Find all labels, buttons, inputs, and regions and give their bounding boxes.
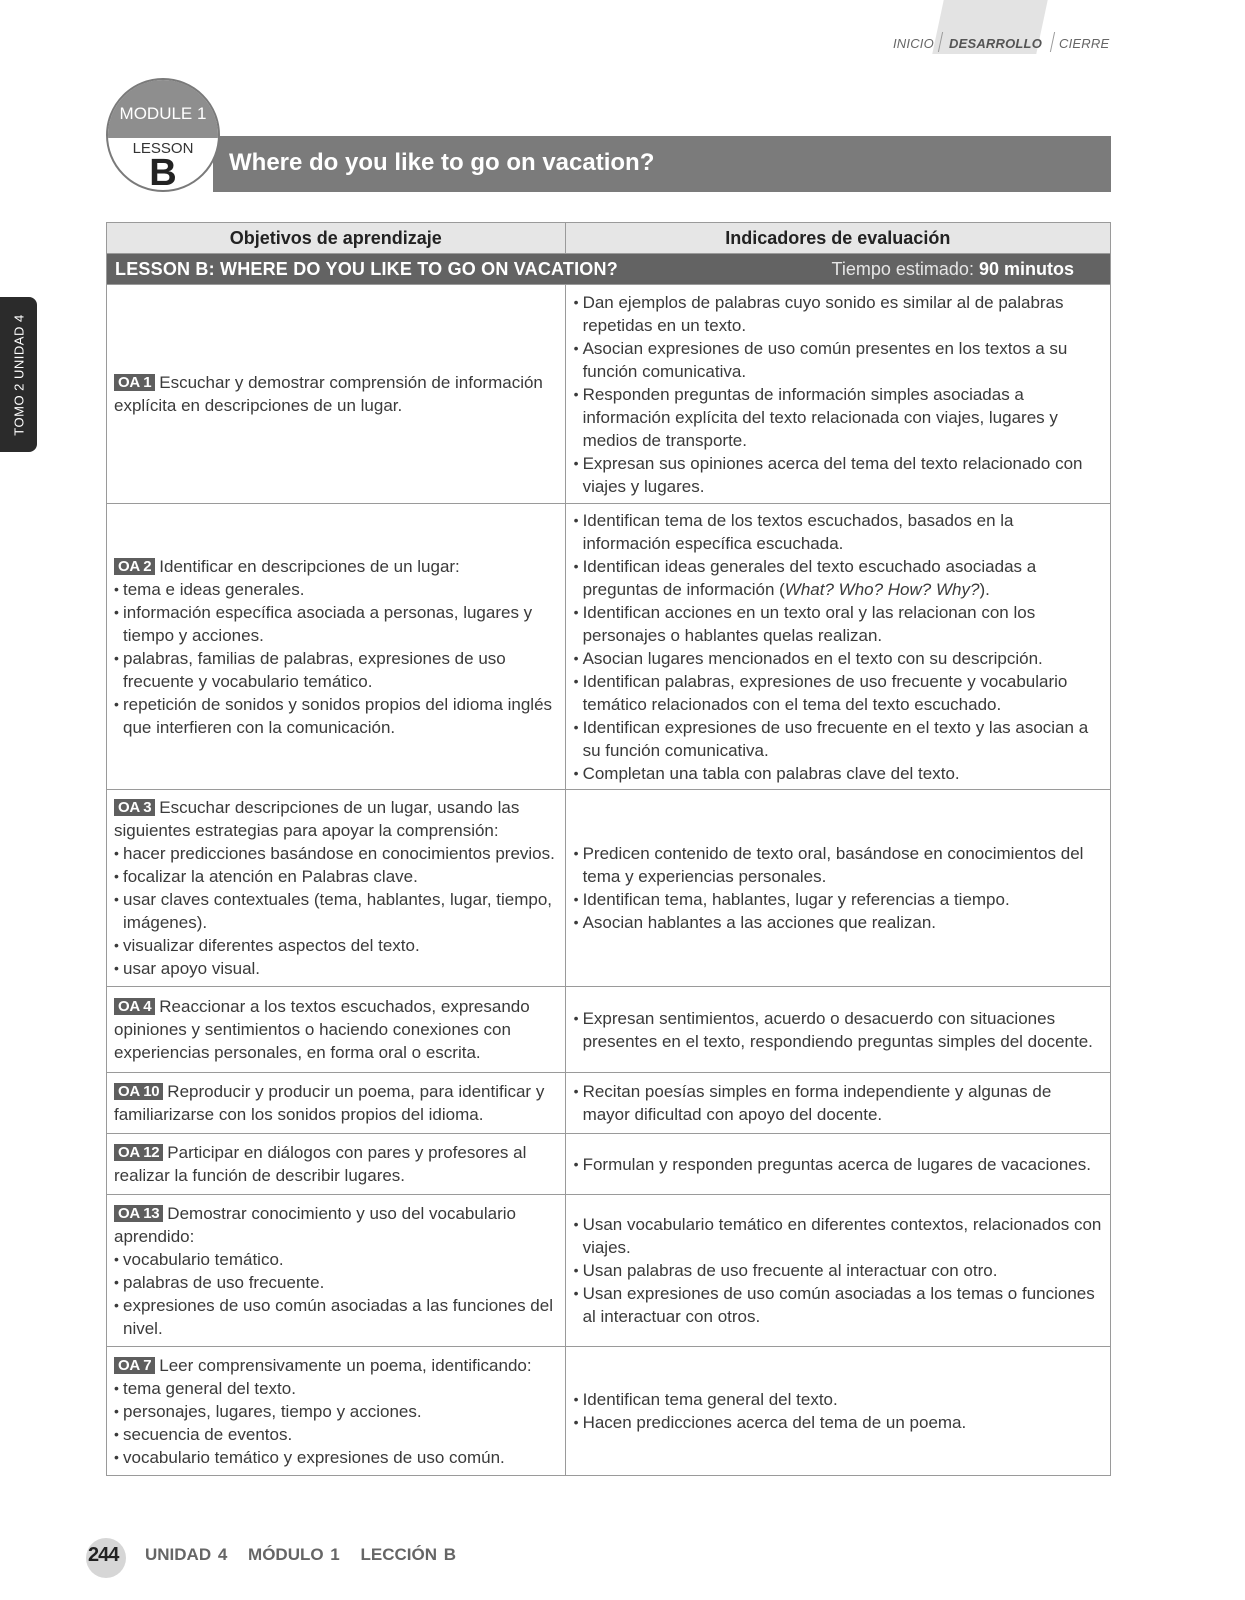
objective-text: Participar en diálogos con pares y profesores al realizar la función de describir lugares. <box>114 1143 527 1185</box>
nav-divider <box>1050 32 1055 52</box>
indicator-bullets <box>574 1388 1102 1434</box>
objective-cell <box>107 1347 566 1476</box>
oa-code-badge: OA 10 <box>114 1083 163 1100</box>
table-row <box>107 1073 1111 1134</box>
objective-cell <box>107 1195 566 1347</box>
page-number: 244 <box>88 1544 119 1566</box>
objective-text: Leer comprensivamente un poema, identificando: <box>159 1355 532 1375</box>
objective-bullet: • información específica asociada a personas, lugares y tiempo y acciones. <box>114 601 558 647</box>
indicator-cell <box>565 790 1110 987</box>
table-row <box>107 504 1111 790</box>
objective-bullet: • visualizar diferentes aspectos del texto. <box>114 934 558 957</box>
indicator-bullets <box>574 1080 1102 1126</box>
indicator-bullet: • Usan vocabulario temático en diferentes contextos, relacionados con viajes. <box>574 1213 1102 1259</box>
oa-code-badge: OA 1 <box>114 374 155 391</box>
nav-desarrollo: DESARROLLO <box>949 36 1042 51</box>
objective-text: Reaccionar a los textos escuchados, expresando opiniones y sentimientos o haciendo conexiones con experiencias personales, en forma oral o escrita. <box>114 997 530 1062</box>
objective-cell <box>107 987 566 1073</box>
indicator-cell <box>565 1073 1110 1134</box>
lesson-row <box>107 254 1111 285</box>
indicator-bullet: • Asocian lugares mencionados en el texto con su descripción. <box>574 647 1102 670</box>
indicator-bullet: • Formulan y responden preguntas acerca de lugares de vacaciones. <box>574 1153 1102 1176</box>
indicator-bullet: • Identifican palabras, expresiones de uso frecuente y vocabulario temático relacionados con el tema del texto escuchado. <box>574 670 1102 716</box>
badge-letter: B <box>149 152 177 192</box>
indicator-cell <box>565 987 1110 1073</box>
objective-bullet: • tema e ideas generales. <box>114 578 558 601</box>
oa-code-badge: OA 4 <box>114 998 155 1015</box>
indicator-bullet: • Predicen contenido de texto oral, basándose en conocimientos del tema y experiencias personales. <box>574 842 1102 888</box>
objective-bullet: • secuencia de eventos. <box>114 1423 558 1446</box>
nav-cierre: CIERRE <box>1059 36 1110 51</box>
indicator-bullet: • Usan expresiones de uso común asociadas a los temas o funciones al interactuar con otros. <box>574 1282 1102 1328</box>
objective-bullet: • focalizar la atención en Palabras clave. <box>114 865 558 888</box>
footer-modulo: MÓDULO 1 <box>248 1545 340 1564</box>
side-tab-label: TOMO 2 UNIDAD 4 <box>11 313 26 436</box>
lesson-row-cell <box>107 254 1111 285</box>
objective-bullet: • palabras, familias de palabras, expresiones de uso frecuente y vocabulario temático. <box>114 647 558 693</box>
oa-code-badge: OA 7 <box>114 1357 155 1374</box>
indicator-cell <box>565 285 1110 504</box>
objective-cell <box>107 285 566 504</box>
objective-bullet: • vocabulario temático y expresiones de uso común. <box>114 1446 558 1469</box>
table-row <box>107 987 1111 1073</box>
objective-bullet: • expresiones de uso común asociadas a las funciones del nivel. <box>114 1294 558 1340</box>
indicator-bullets <box>574 1153 1102 1176</box>
indicator-bullets <box>574 1007 1102 1053</box>
objective-text: Escuchar descripciones de un lugar, usando las siguientes estrategias para apoyar la comprensión: <box>114 798 520 840</box>
objective-bullet: • palabras de uso frecuente. <box>114 1271 558 1294</box>
indicator-bullet: • Completan una tabla con palabras clave del texto. <box>574 762 1102 785</box>
table-row <box>107 285 1111 504</box>
objective-bullet: • tema general del texto. <box>114 1377 558 1400</box>
lesson-badge <box>106 78 220 192</box>
objective-bullet: • usar claves contextuales (tema, hablantes, lugar, tiempo, imágenes). <box>114 888 558 934</box>
oa-code-badge: OA 12 <box>114 1144 163 1161</box>
side-tab <box>0 297 37 452</box>
indicator-bullet: • Asocian hablantes a las acciones que realizan. <box>574 911 1102 934</box>
indicator-bullet: • Identifican tema, hablantes, lugar y referencias a tiempo. <box>574 888 1102 911</box>
indicator-bullet: • Expresan sentimientos, acuerdo o desacuerdo con situaciones presentes en el texto, respondiendo preguntas simples del docente. <box>574 1007 1102 1053</box>
indicator-bullet: • Expresan sus opiniones acerca del tema del texto relacionado con viajes y lugares. <box>574 452 1102 498</box>
title-bar <box>213 136 1111 192</box>
time-label: Tiempo estimado: <box>831 258 974 279</box>
indicator-bullets <box>574 291 1102 498</box>
indicator-bullet: • Identifican acciones en un texto oral y las relacionan con los personajes o hablantes quelas realizan. <box>574 601 1102 647</box>
badge-lesson: LESSON <box>132 140 194 157</box>
footer-leccion: LECCIÓN B <box>360 1545 456 1564</box>
indicator-bullet: • Recitan poesías simples en forma independiente y algunas de mayor dificultad con apoyo del docente. <box>574 1080 1102 1126</box>
indicator-cell <box>565 504 1110 790</box>
indicator-cell <box>565 1195 1110 1347</box>
nav-inicio: INICIO <box>893 36 934 51</box>
objectives-table <box>106 222 1111 1476</box>
oa-code-badge: OA 2 <box>114 558 155 575</box>
indicator-bullets <box>574 509 1102 785</box>
lesson-name: LESSON B: WHERE DO YOU LIKE TO GO ON VACATION? <box>115 258 618 279</box>
objective-bullet: • hacer predicciones basándose en conocimientos previos. <box>114 842 558 865</box>
indicator-bullet: • Identifican tema general del texto. <box>574 1388 1102 1411</box>
objective-bullets <box>114 842 558 980</box>
objective-text: Identificar en descripciones de un lugar: <box>159 556 460 576</box>
objective-text: Demostrar conocimiento y uso del vocabulario aprendido: <box>114 1203 516 1246</box>
estimated-time <box>832 258 1074 281</box>
objective-bullets <box>114 578 558 739</box>
oa-code-badge: OA 13 <box>114 1205 163 1222</box>
objective-bullet: • repetición de sonidos y sonidos propios del idioma inglés que interfieren con la comunicación. <box>114 693 558 739</box>
column-header-indicadores: Indicadores de evaluación <box>565 223 1110 254</box>
objective-cell <box>107 1134 566 1195</box>
time-value: 90 minutos <box>978 258 1074 279</box>
objective-cell <box>107 1073 566 1134</box>
objective-cell <box>107 504 566 790</box>
column-header-objetivos: Objetivos de aprendizaje <box>107 223 566 254</box>
indicator-cell <box>565 1347 1110 1476</box>
indicator-bullet: • Identifican tema de los textos escuchados, basados en la información específica escuchada. <box>574 509 1102 555</box>
indicator-bullet: • Asocian expresiones de uso común presentes en los textos a su función comunicativa. <box>574 337 1102 383</box>
indicator-bullets <box>574 1213 1102 1328</box>
objective-bullet: • personajes, lugares, tiempo y acciones. <box>114 1400 558 1423</box>
table-row <box>107 1134 1111 1195</box>
badge-module: MODULE 1 <box>119 104 207 123</box>
objective-bullet: • vocabulario temático. <box>114 1248 558 1271</box>
footer-unidad: UNIDAD 4 <box>145 1545 228 1564</box>
indicator-bullet: • Identifican expresiones de uso frecuente en el texto y las asocian a su función comunicativa. <box>574 716 1102 762</box>
indicator-bullets <box>574 842 1102 934</box>
page-title: Where do you like to go on vacation? <box>229 149 655 176</box>
indicator-bullet: • Dan ejemplos de palabras cuyo sonido es similar al de palabras repetidas en un texto. <box>574 291 1102 337</box>
footer-breadcrumb <box>145 1545 470 1565</box>
page-number-badge <box>86 1538 126 1578</box>
table-row <box>107 790 1111 987</box>
table-row <box>107 1195 1111 1347</box>
indicator-bullet: • Usan palabras de uso frecuente al interactuar con otro. <box>574 1259 1102 1282</box>
table-row <box>107 1347 1111 1476</box>
indicator-bullet: • Responden preguntas de información simples asociadas a información explícita del texto relacionada con viajes, lugares y medios de transporte. <box>574 383 1102 452</box>
objective-bullets <box>114 1377 558 1469</box>
indicator-bullet: • Hacen predicciones acerca del tema de un poema. <box>574 1411 1102 1434</box>
section-nav <box>880 0 1120 56</box>
indicator-bullet: • Identifican ideas generales del texto escuchado asociadas a preguntas de información (What? Who? How? Why?). <box>574 555 1102 601</box>
objective-bullet: • usar apoyo visual. <box>114 957 558 980</box>
oa-code-badge: OA 3 <box>114 799 155 816</box>
objective-cell <box>107 790 566 987</box>
objective-text: Reproducir y producir un poema, para identificar y familiarizarse con los sonidos propios del idioma. <box>114 1082 545 1124</box>
objective-text: Escuchar y demostrar comprensión de información explícita en descripciones de un lugar. <box>114 373 543 415</box>
indicator-cell <box>565 1134 1110 1195</box>
objective-bullets <box>114 1248 558 1340</box>
